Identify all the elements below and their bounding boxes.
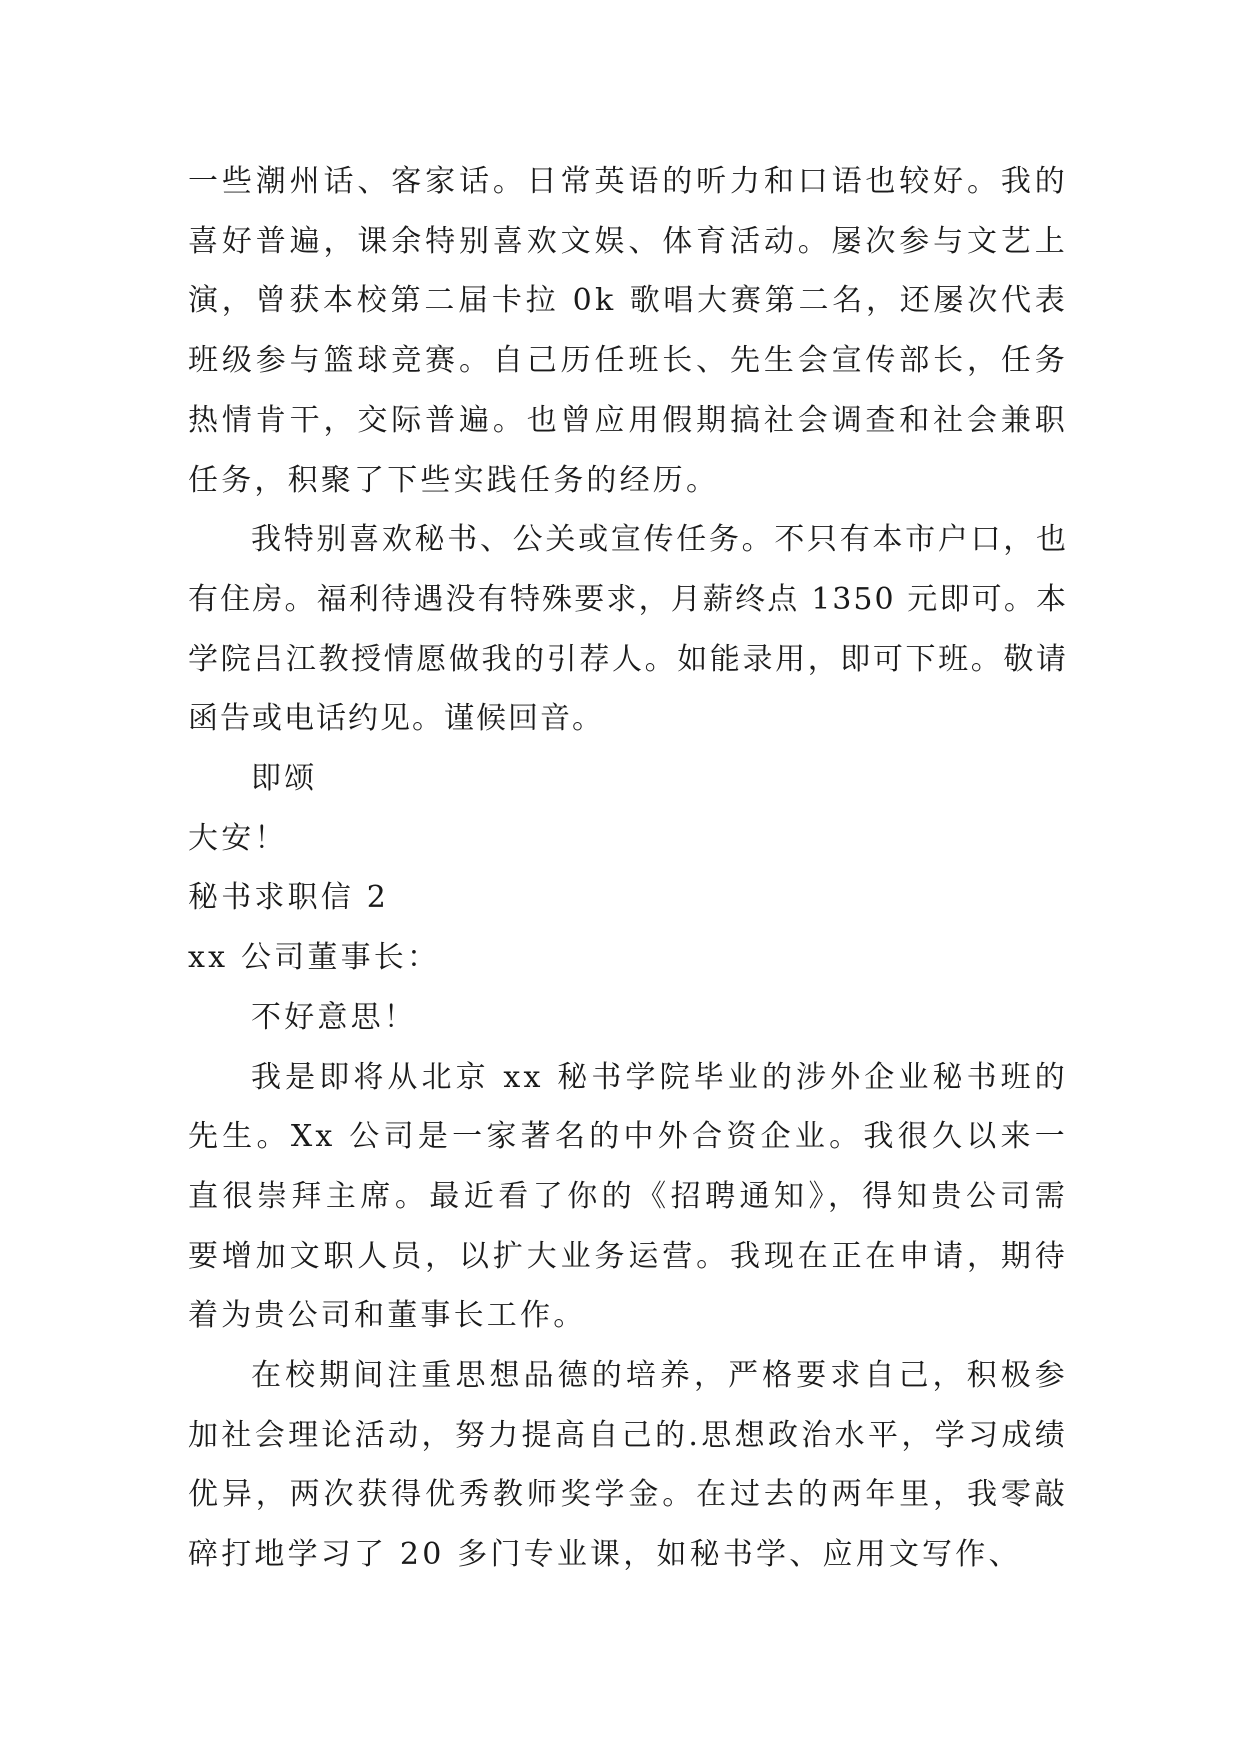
section-title: 秘书求职信 2 [188, 880, 390, 916]
closing-salutation: 即颂 [251, 761, 318, 797]
letter-greeting: 不好意思！ [251, 999, 417, 1035]
letter-addressee: xx 公司董事长： [188, 940, 441, 976]
paragraph-introduction: 我是即将从北京 xx 秘书学院毕业的涉外企业秘书班的先生。Xx 公司是一家著名的中外合资企业。我很久以来一直很崇拜主席。最近看了你的《招聘通知》，得知贵公司需要增加文职人员，以扩大业务运营。我现在正在申请，期待着为贵公司和董事长工作。 [188, 1059, 1068, 1334]
document-body [188, 152, 1068, 1585]
paragraph-language-hobbies: 一些潮州话、客家话。日常英语的听力和口语也较好。我的喜好普遍，课余特别喜欢文娱、体育活动。屡次参与文艺上演，曾获本校第二届卡拉 0k 歌唱大赛第二名，还屡次代表班级参与篮球竞赛。自己历任班长、先生会宣传部长，任务热情肯干，交际普遍。也曾应用假期搞社会调查和社会兼职任务，积聚了下些实践任务的经历。 [188, 164, 1068, 498]
paragraph-school-performance: 在校期间注重思想品德的培养，严格要求自己，积极参加社会理论活动，努力提高自己的.思想政治水平，学习成绩优异，两次获得优秀教师奖学金。在过去的两年里，我零敲碎打地学习了 20 多门专业课，如秘书学、应用文写作、 [188, 1358, 1068, 1573]
closing-wish: 大安！ [188, 820, 288, 856]
paragraph-job-preference: 我特别喜欢秘书、公关或宣传任务。不只有本市户口，也有住房。福利待遇没有特殊要求，月薪终点 1350 元即可。本学院吕江教授情愿做我的引荐人。如能录用，即可下班。敬请函告或电话约见。谨候回音。 [188, 522, 1068, 737]
